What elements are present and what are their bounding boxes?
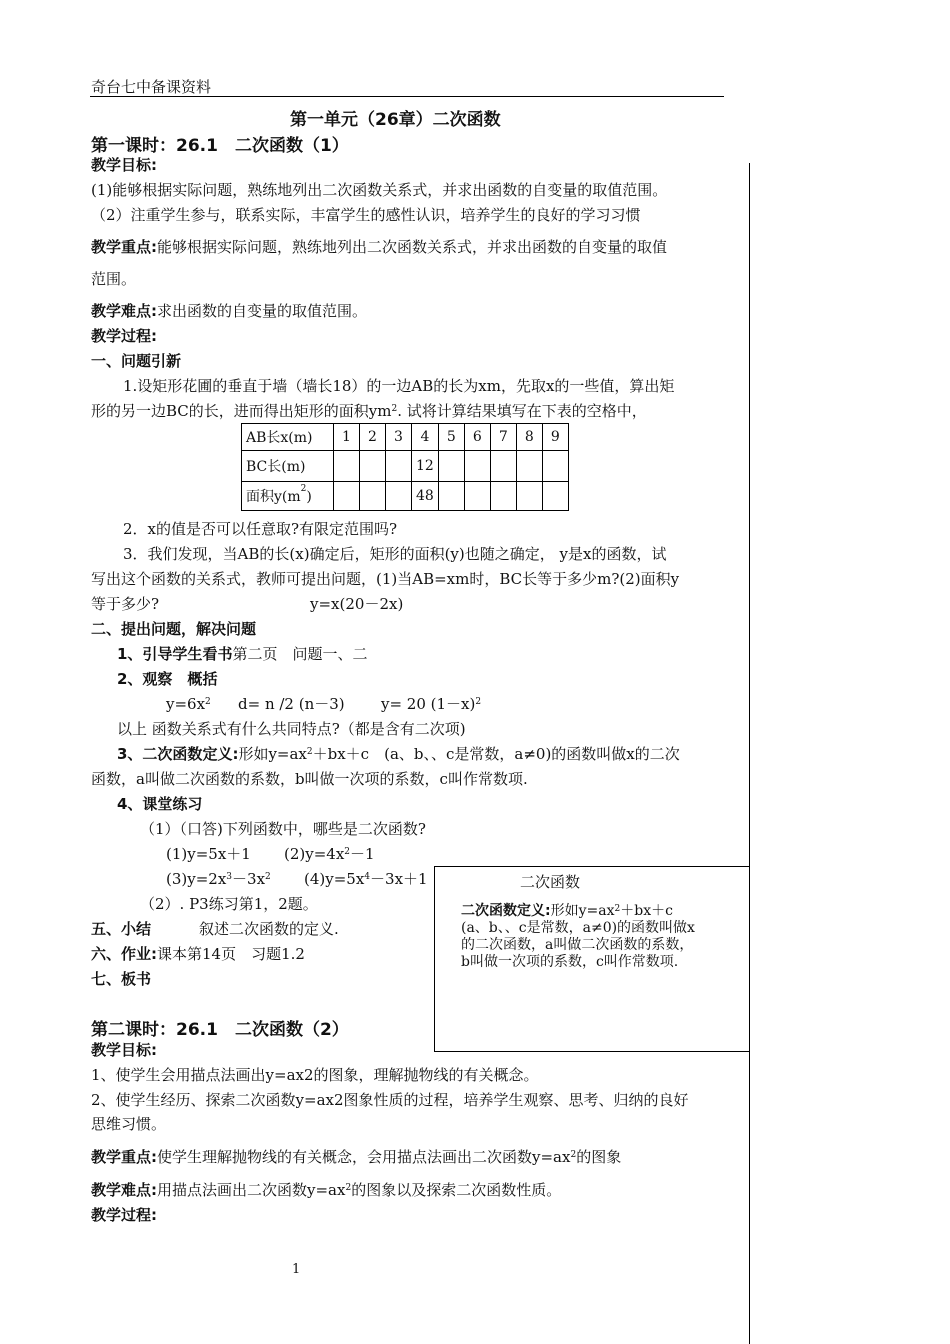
table-cell: 1: [334, 424, 360, 451]
definition-line-2: 函数，a叫做二次函数的系数，b叫做一次项的系数，c叫作常数项.: [91, 770, 528, 788]
key-point-text: 能够根据实际问题，熟练地列出二次函数关系式，并求出函数的自变量的取值: [157, 238, 668, 256]
lesson2-objective-2-line-2: 思维习惯。: [91, 1115, 167, 1133]
problem-3-line-3: 等于多少?: [91, 595, 160, 613]
superscript: 2: [205, 697, 211, 707]
item-1-text: 第二页 问题一、二: [232, 645, 368, 663]
item-1-label: 1、引导学生看书: [117, 645, 233, 663]
lesson1-objectives-label: 教学目标:: [91, 156, 157, 174]
blackboard-def-label: 二次函数定义:: [461, 903, 551, 919]
lesson2-title: 第二课时：26.1 二次函数（2）: [91, 1020, 349, 1040]
table-cell: [542, 451, 568, 482]
definition-text: 形如y=ax: [238, 745, 307, 763]
exercise-1: （1）（口答)下列函数中，哪些是二次函数?: [140, 820, 426, 838]
section-2-item-1: [117, 645, 367, 663]
area-formula: y=x(20－2x): [310, 595, 404, 613]
table-cell: [542, 482, 568, 511]
table-cell: [360, 482, 386, 511]
lesson2-key-point: [91, 1148, 621, 1166]
table-cell: [464, 451, 490, 482]
table-cell: 5: [438, 424, 464, 451]
problem-1-line-2-tail: . 试将计算结果填写在下表的空格中，: [397, 402, 647, 420]
section-1-title: 一、问题引新: [91, 352, 182, 370]
lesson1-process-label: 教学过程:: [91, 327, 157, 345]
table-cell: [334, 451, 360, 482]
superscript: 2: [570, 1150, 577, 1160]
section-6-text: 课本第14页 习题1.2: [157, 945, 305, 963]
section-2-title: 二、提出问题，解决问题: [91, 620, 257, 638]
superscript: 2: [614, 904, 621, 914]
superscript: 2: [475, 697, 482, 707]
page-margin-line: [749, 163, 750, 1344]
lesson1-key-point: [91, 238, 667, 256]
problem-2: 2．x的值是否可以任意取?有限定范围吗?: [123, 520, 398, 538]
table-cell: [386, 451, 412, 482]
exercise-option-2: [284, 845, 375, 863]
difficulty-label: 教学难点:: [91, 1181, 157, 1199]
table-row-x: [242, 424, 569, 451]
blackboard-text: 形如y=ax: [550, 903, 615, 919]
table-cell: 3: [386, 424, 412, 451]
lesson1-objective-1: (1)能够根据实际问题，熟练地列出二次函数关系式，并求出函数的自变量的取值范围。: [91, 181, 668, 199]
lesson2-process-label: 教学过程:: [91, 1206, 157, 1224]
problem-1-line-2-text: 形的另一边BC的长，进而得出矩形的面积ym: [91, 402, 392, 420]
unit-title: 第一单元（26章）二次函数: [290, 110, 501, 130]
area-label-tail: ): [306, 489, 312, 505]
blackboard-line-4: b叫做一次项的系数，c叫作常数项.: [461, 954, 679, 970]
table-row-label: AB长x(m): [242, 424, 334, 451]
section-5-label: 五、小结: [91, 920, 152, 938]
table-cell: [386, 482, 412, 511]
blackboard-box: [434, 866, 750, 1052]
superscript: 2: [391, 404, 398, 414]
problem-1-line-2: [91, 402, 647, 420]
table-cell: 7: [490, 424, 516, 451]
problem-3-line-2: 写出这个函数的关系式，教师可提出问题，(1)当AB=xm时，BC长等于多少m?(2)面积y: [91, 570, 680, 588]
table-cell: [360, 451, 386, 482]
lesson2-objectives-label: 教学目标:: [91, 1041, 157, 1059]
table-cell: [438, 482, 464, 511]
calculation-table: [241, 423, 569, 511]
formula-3: [381, 695, 481, 713]
table-cell: [464, 482, 490, 511]
difficulty-label: 教学难点:: [91, 302, 157, 320]
table-cell: [490, 451, 516, 482]
key-point-tail: 的图象: [576, 1148, 622, 1166]
table-cell: [516, 451, 542, 482]
section-7-label: 七、板书: [91, 970, 152, 988]
table-cell: 9: [542, 424, 568, 451]
blackboard-line-2: (a、b、、c是常数，a≠0)的函数叫做x: [461, 920, 695, 936]
table-row-bc: [242, 451, 569, 482]
problem-1-line-1: 1.设矩形花圃的垂直于墙（墙长18）的一边AB的长为xm，先取x的一些值，算出矩: [123, 377, 675, 395]
definition-text-tail: ＋bx＋c (a、b、、c是常数，a≠0)的函数叫做x的二次: [312, 745, 680, 763]
exercise-option-4: [304, 870, 428, 888]
superscript: 2: [306, 747, 313, 757]
option-tail: －3x: [232, 870, 266, 888]
table-cell: 4: [412, 424, 439, 451]
option-tail: －1: [350, 845, 375, 863]
section-5-text: 叙述二次函数的定义.: [199, 920, 339, 938]
formula-2: d= n /2 (n－3): [238, 695, 345, 713]
problem-3-line-1: 3．我们发现，当AB的长(x)确定后，矩形的面积(y)也随之确定， y是x的函数，试: [123, 545, 667, 563]
header-text: 奇台七中备课资料: [91, 78, 212, 96]
superscript: 4: [364, 872, 371, 882]
section-6: [91, 945, 305, 963]
exercise-2: （2）. P3练习第1，2题。: [140, 895, 318, 913]
definition-label: 3、二次函数定义:: [117, 745, 239, 763]
formula-text: y= 20 (1－x): [381, 695, 476, 713]
formula-1: [166, 695, 211, 713]
table-cell: 12: [412, 451, 439, 482]
difficulty-text: 用描点法画出二次函数y=ax: [157, 1181, 346, 1199]
key-point-text: 使学生理解抛物线的有关概念，会用描点法画出二次函数y=ax: [157, 1148, 571, 1166]
lesson2-objective-1: 1、使学生会用描点法画出y=ax2的图象，理解抛物线的有关概念。: [91, 1066, 539, 1084]
superscript: 2: [344, 847, 351, 857]
blackboard-title: 二次函数: [520, 873, 581, 891]
table-row-label: BC长(m): [242, 451, 334, 482]
blackboard-line-3: 的二次函数，a叫做二次函数的系数，: [461, 937, 694, 953]
table-cell: 48: [412, 482, 439, 511]
key-point-label: 教学重点:: [91, 1148, 157, 1166]
key-point-label: 教学重点:: [91, 238, 157, 256]
table-cell: 2: [360, 424, 386, 451]
option-text: (2)y=4x: [284, 845, 345, 863]
table-cell: 8: [516, 424, 542, 451]
difficulty-text: 求出函数的自变量的取值范围。: [157, 302, 368, 320]
area-label-text: 面积y(m: [246, 489, 301, 505]
lesson1-objective-2: （2）注重学生参与，联系实际，丰富学生的感性认识，培养学生的良好的学习习惯: [91, 206, 641, 224]
table-cell: [334, 482, 360, 511]
blackboard-line-1: [461, 903, 673, 920]
lesson1-title: 第一课时：26.1 二次函数（1）: [91, 136, 349, 156]
superscript: 2: [345, 1183, 352, 1193]
table-cell: [438, 451, 464, 482]
table-cell: [490, 482, 516, 511]
table-row-area: [242, 482, 569, 511]
table-cell: 6: [464, 424, 490, 451]
table-cell: [516, 482, 542, 511]
definition-line-1: [117, 745, 680, 763]
section-6-label: 六、作业:: [91, 945, 157, 963]
option-text: (3)y=2x: [166, 870, 227, 888]
lesson2-objective-2-line-1: 2、使学生经历、探索二次函数y=ax2图象性质的过程，培养学生观察、思考、归纳的良好: [91, 1091, 689, 1109]
superscript: 2: [265, 872, 271, 882]
blackboard-text-tail: ＋bx＋c: [620, 903, 673, 919]
lesson2-difficulty: [91, 1181, 561, 1199]
table-row-label: [242, 482, 334, 511]
exercise-option-3: [166, 870, 271, 888]
section-2-item-4: 4、课堂练习: [117, 795, 203, 813]
option-text: (4)y=5x: [304, 870, 365, 888]
common-feature-question: 以上 函数关系式有什么共同特点?（都是含有二次项): [117, 720, 466, 738]
superscript: 3: [226, 872, 233, 882]
page-number: 1: [292, 1262, 301, 1277]
section-2-item-2: 2、观察 概括: [117, 670, 218, 688]
difficulty-tail: 的图象以及探索二次函数性质。: [351, 1181, 562, 1199]
lesson1-difficulty: [91, 302, 367, 320]
formula-text: y=6x: [166, 695, 206, 713]
lesson1-key-point-cont: 范围。: [91, 270, 137, 288]
exercise-option-1: (1)y=5x＋1: [166, 845, 251, 863]
superscript: 2: [300, 484, 307, 494]
header-rule: [90, 96, 724, 97]
option-tail: －3x＋1: [370, 870, 428, 888]
